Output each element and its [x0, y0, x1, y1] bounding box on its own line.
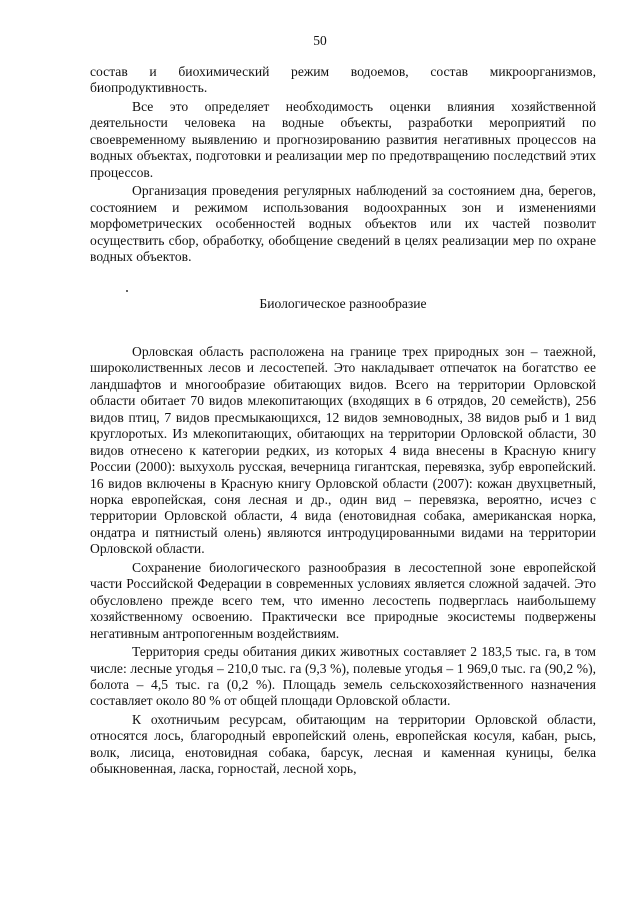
paragraph-habitat-territory: Территория среды обитания диких животных составляет 2 183,5 тыс. га, в том числе: лесные угодья – 210,0 тыс. га (9,3 %), полевые угодья – 1 969,0 тыс. га (90,2 %), болота – 4,5 тыс. га (0,2 %). Площадь земель сельскохозяйственного назначения составляет около 80 % от общей площади Орловской области.: [90, 644, 596, 709]
page-number: 50: [313, 33, 327, 48]
section-heading: Биологическое разнообразие: [259, 296, 427, 312]
paragraph-game-resources: К охотничьим ресурсам, обитающим на территории Орловской области, относятся лось, благородный европейский олень, европейская косуля, кабан, рысь, волк, лисица, енотовидная собака, барсук, лесная и каменная куницы, белка обыкновенная, ласка, горностай, лесной хорь,: [90, 711, 596, 777]
paragraph-assessment-need: Все это определяет необходимость оценки влияния хозяйственной деятельности человека на водные объекты, разработки мероприятий по своевременному выявлению и прогнозированию развития негативных процессов на водных объектах, подготовки и реализации мер по предотвращению последствий этих процессов.: [90, 98, 596, 180]
scan-speck: [126, 290, 128, 292]
paragraph-oryol-fauna: Орловская область расположена на границе трех природных зон – таежной, широколиственных лесов и лесостепей. Это накладывает отпечаток на богатство ее ландшафтов и многообразие обитающих видов. Всего на территории Орловской области обитает 70 видов млекопитающих (входящих в 6 отрядов, 20 семейств), 256 видов птиц, 7 видов пресмыкающихся, 12 видов земноводных, 38 видов рыб и 1 вид круглоротых. Из млекопитающих, обитающих на территории Орловской области, 30 видов отнесено к категории редких, из которых 4 вида внесены в Красную книгу России (2000): выхухоль русская, вечерница гигантская, перевязка, зубр европейский. 16 видов включены в Красную книгу Орловской области (2007): кожан двухцветный, норка европейская, соня лесная и др., один вид – перевязка, вероятно, исчез с территории Орловской области, 4 вида (енотовидная собака, американская норка, ондатра и пятнистый олень) являются интродуцированными видами на территории Орловской области.: [90, 343, 596, 557]
paragraph-biodiversity-conservation: Сохранение биологического разнообразия в лесостепной зоне европейской части Российской Федерации в современных условиях является сложной задачей. Это обусловлено прежде всего тем, что именно лесостепь подверглась наибольшему хозяйственному освоению. Практически все природные экосистемы подвержены негативным антропогенным воздействиям.: [90, 559, 596, 641]
paragraph-monitoring: Организация проведения регулярных наблюдений за состоянием дна, берегов, состоянием и режимом использования водоохранных зон и изменениями морфометрических особенностей водных объектов или их частей позволит осуществить сбор, обработку, обобщение сведений в целях реализации мер по охране водных объектов.: [90, 183, 596, 264]
paragraph-continued: состав и биохимический режим водоемов, состав микроорганизмов, биопродуктивность.: [90, 64, 596, 96]
page-body: [90, 64, 596, 778]
